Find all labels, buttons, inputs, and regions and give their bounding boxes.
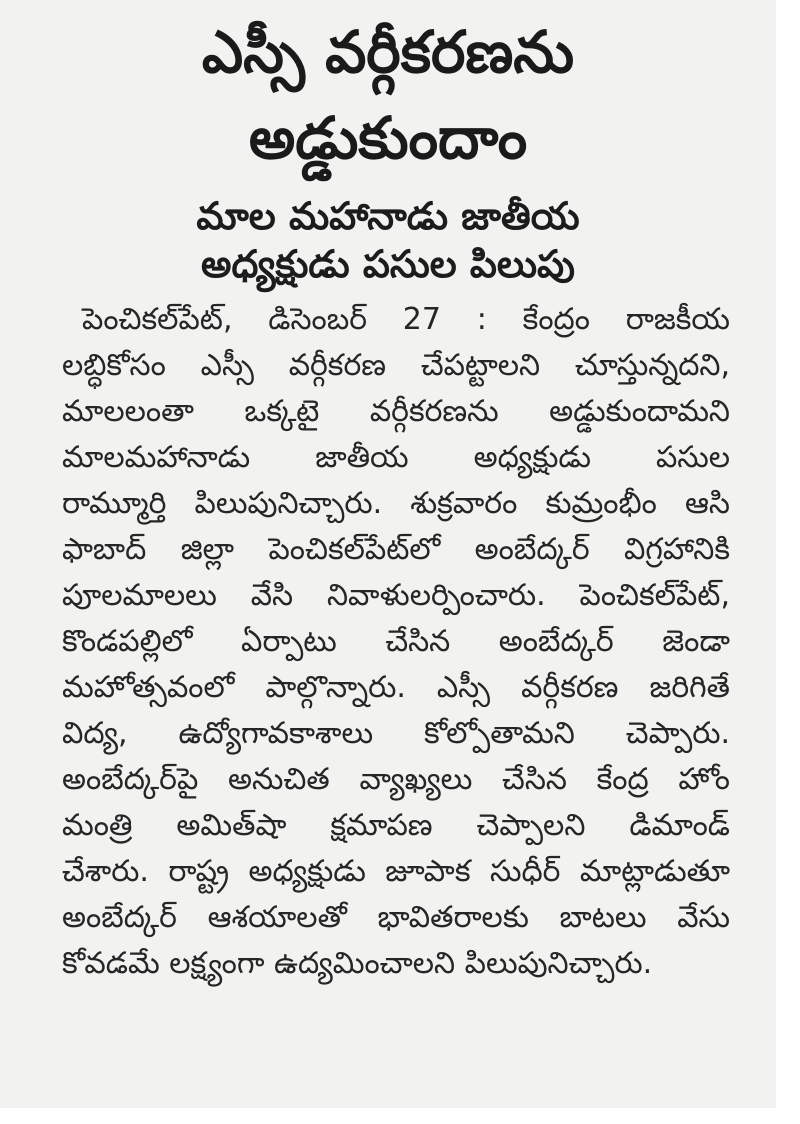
body-line-10: విద్య, ఉద్యోగావకాశాలు కోల్పోతామని చెప్పారు.	[62, 716, 730, 751]
headline-line-1: ఎస్సీ వర్గీకరణను	[201, 18, 575, 86]
subheadline-line-1: మాల మహానాడు జాతీయ	[196, 194, 580, 238]
headline-line-2: అడ్డుకుందాం	[248, 104, 528, 172]
body-line-13: చేశారు. రాష్ట్ర అధ్యక్షుడు జూపాక సుధీర్‌ మాట్లాడుతూ	[62, 854, 730, 889]
body-line-1: పెంచికల్‌పేట్‌, డిసెంబర్‌ 27 : కేంద్రం రాజకీయ	[82, 302, 730, 337]
body-line-5: రామ్మూర్తి పిలుపునిచ్చారు. శుక్రవారం కుమ్రంభీం ఆసి	[62, 486, 730, 521]
body-line-8: కొండపల్లిలో ఏర్పాటు చేసిన అంబేద్కర్‌ జెండా	[62, 624, 730, 659]
body-line-9: మహోత్సవంలో పాల్గొన్నారు. ఎస్సీ వర్గీకరణ జరిగితే	[62, 670, 730, 705]
body-line-15: కోవడమే లక్ష్యంగా ఉద్యమించాలని పిలుపునిచ్చారు.	[62, 946, 653, 981]
body-line-7: పూలమాలలు వేసి నివాళులర్పించారు. పెంచికల్‌పేట్‌,	[62, 578, 730, 613]
body-line-2: లబ్ధికోసం ఎస్సీ వర్గీకరణ చేపట్టాలని చూస్తున్నదని,	[62, 348, 730, 383]
body-line-4: మాలమహానాడు జాతీయ అధ్యక్షుడు పసుల	[62, 440, 730, 475]
body-line-3: మాలలంతా ఒక్కటై వర్గీకరణను అడ్డుకుందామని	[62, 394, 730, 429]
body-line-11: అంబేద్కర్‌పై అనుచిత వ్యాఖ్యలు చేసిన కేంద్ర హోం	[62, 762, 730, 797]
page-margin	[776, 0, 800, 1124]
body-line-14: అంబేద్కర్‌ ఆశయాలతో భావితరాలకు బాటలు వేసు	[62, 900, 730, 935]
body-line-12: మంత్రి అమిత్‌షా క్షమాపణ చెప్పాలని డిమాండ్‌	[62, 808, 730, 843]
subheadline-line-2: అధ్యక్షుడు పసుల పిలుపు	[201, 242, 575, 286]
body-line-6: ఫాబాద్‌ జిల్లా పెంచికల్‌పేట్‌లో అంబేద్కర్‌ విగ్రహానికి	[62, 532, 730, 567]
